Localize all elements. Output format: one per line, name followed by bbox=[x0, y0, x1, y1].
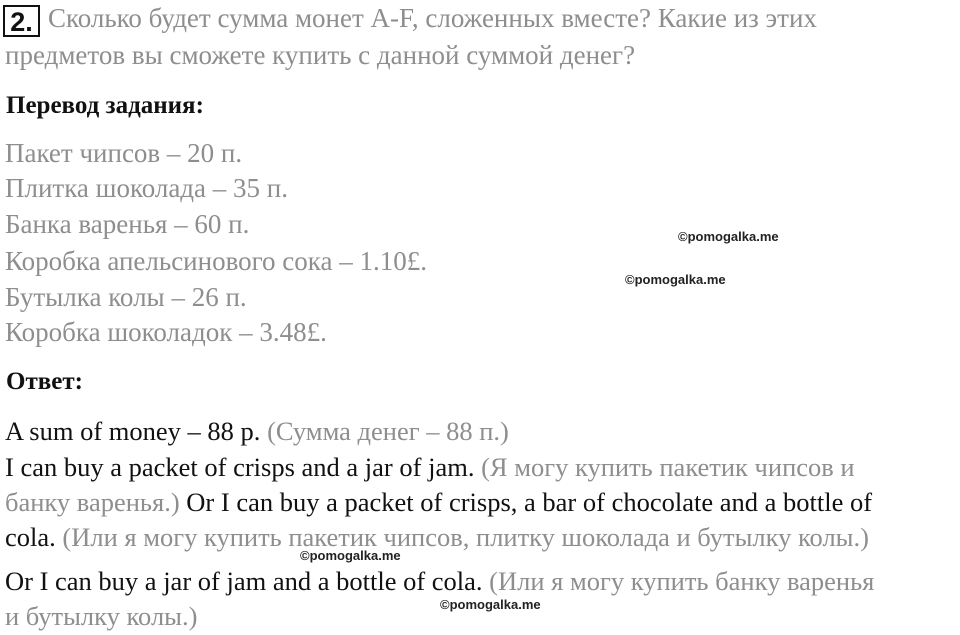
answer-line-3-ru: банку варенья.) bbox=[5, 487, 180, 517]
translation-heading: Перевод задания: bbox=[6, 92, 204, 119]
list-item-chocolates-box: Коробка шоколадок – 3.48£. bbox=[5, 317, 327, 347]
list-item-jam: Банка варенья – 60 п. bbox=[5, 209, 250, 239]
answer-line-3 bbox=[5, 487, 872, 518]
answer-line-5 bbox=[5, 566, 874, 597]
list-item-chips: Пакет чипсов – 20 п. bbox=[5, 138, 243, 168]
answer-line-1-en: A sum of money – 88 p. bbox=[5, 416, 261, 446]
list-item-cola: Бутылка колы – 26 п. bbox=[5, 282, 247, 312]
task-number-box: 2. bbox=[3, 5, 40, 37]
answer-heading: Ответ: bbox=[6, 368, 83, 395]
answer-line-1 bbox=[5, 416, 509, 447]
answer-line-4-en: cola. bbox=[5, 522, 56, 552]
list-item-chocolate-bar: Плитка шоколада – 35 п. bbox=[5, 173, 288, 203]
answer-line-2-en: I can buy a packet of crisps and a jar of jam. bbox=[5, 452, 475, 482]
answer-line-6-ru: и бутылку колы.) bbox=[5, 601, 198, 631]
watermark: ©pomogalka.me bbox=[625, 272, 726, 287]
list-item-orange-juice: Коробка апельсинового сока – 1.10£. bbox=[5, 246, 427, 276]
watermark: ©pomogalka.me bbox=[440, 597, 541, 612]
answer-line-4 bbox=[5, 522, 869, 553]
question-line-1: Сколько будет сумма монет A-F, сложенных вместе? Какие из этих bbox=[48, 3, 817, 33]
answer-line-3-en: Or I can buy a packet of crisps, a bar of chocolate and a bottle of bbox=[186, 487, 873, 517]
answer-line-2 bbox=[5, 452, 855, 483]
answer-line-1-ru: (Сумма денег – 88 п.) bbox=[267, 416, 509, 446]
watermark: ©pomogalka.me bbox=[300, 548, 401, 563]
answer-line-2-ru: (Я могу купить пакетик чипсов и bbox=[481, 452, 855, 482]
watermark: ©pomogalka.me bbox=[678, 229, 779, 244]
question-line-2: предметов вы сможете купить с данной суммой денег? bbox=[5, 40, 636, 70]
answer-line-4-ru: (Или я могу купить пакетик чипсов, плитку шоколада и бутылку колы.) bbox=[62, 522, 869, 552]
answer-line-5-ru: (Или я могу купить банку варенья bbox=[489, 566, 875, 596]
answer-line-5-en: Or I can buy a jar of jam and a bottle of cola. bbox=[5, 566, 483, 596]
